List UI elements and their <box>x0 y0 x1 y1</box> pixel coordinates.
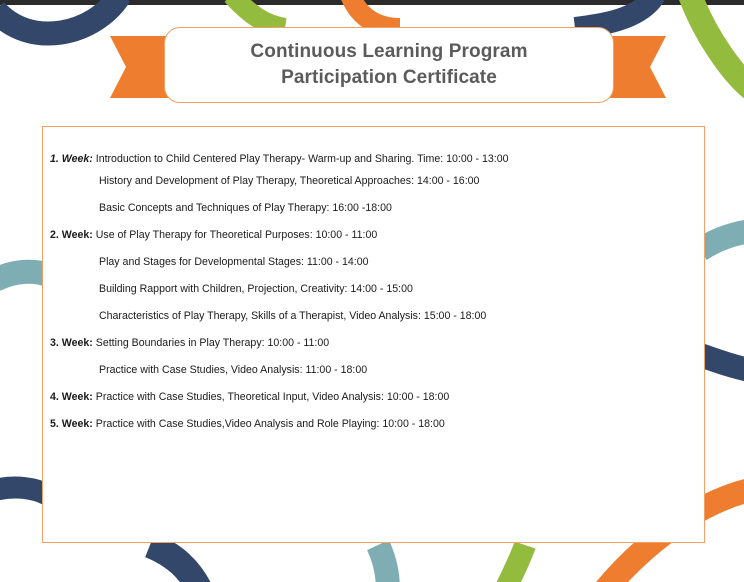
certificate-title-line2: Participation Certificate <box>281 67 497 88</box>
session-text: Practice with Case Studies, Theoretical Input, Video Analysis: 10:00 - 18:00 <box>95 391 450 403</box>
certificate-title-line1: Continuous Learning Program <box>250 41 528 62</box>
schedule-row-sub <box>99 364 367 377</box>
week-label: 5. Week: <box>50 418 93 430</box>
schedule-row-sub <box>99 283 413 296</box>
teal-swoosh-bottom-center <box>378 545 388 582</box>
session-text: Practice with Case Studies,Video Analysis and Role Playing: 10:00 - 18:00 <box>95 418 445 430</box>
week-label: 1. Week: <box>50 153 93 165</box>
schedule-row-week4 <box>50 391 449 404</box>
green-swoosh-bottom <box>505 545 525 582</box>
navy-swoosh-top-left <box>0 0 120 34</box>
ribbon-left <box>110 36 170 98</box>
schedule-row-sub <box>99 175 479 188</box>
green-swoosh-top-center <box>232 0 285 28</box>
session-text: History and Development of Play Therapy, Theoretical Approaches: 14:00 - 16:00 <box>99 175 480 187</box>
session-text: Characteristics of Play Therapy, Skills of a Therapist, Video Analysis: 15:00 - 18:00 <box>99 310 487 322</box>
session-text: Setting Boundaries in Play Therapy: 10:00 - 11:00 <box>95 337 330 349</box>
teal-swoosh-right <box>700 230 744 250</box>
green-swoosh-right <box>690 0 744 95</box>
schedule-row-week5 <box>50 418 445 431</box>
navy-swoosh-right <box>700 355 744 372</box>
schedule-row-sub <box>99 202 392 215</box>
schedule-row-sub <box>99 256 369 269</box>
orange-swoosh-top-center <box>350 0 400 28</box>
schedule-row-week2 <box>50 229 377 242</box>
session-text: Play and Stages for Developmental Stages: 11:00 - 14:00 <box>99 256 369 268</box>
session-text: Use of Play Therapy for Theoretical Purposes: 10:00 - 11:00 <box>95 229 378 241</box>
schedule-row-week3 <box>50 337 329 350</box>
schedule-row-week1 <box>50 153 509 166</box>
title-banner <box>164 27 614 103</box>
teal-swoosh-left <box>0 272 48 280</box>
week-label: 4. Week: <box>50 391 93 403</box>
session-text: Introduction to Child Centered Play Therapy- Warm-up and Sharing. Time: 10:00 - 13:00 <box>95 153 509 165</box>
session-text: Basic Concepts and Techniques of Play Therapy: 16:00 -18:00 <box>99 202 392 214</box>
navy-swoosh-bottom-left <box>0 488 48 495</box>
week-label: 3. Week: <box>50 337 93 349</box>
navy-swoosh-bottom-center <box>150 545 200 582</box>
schedule-row-sub <box>99 310 486 323</box>
week-label: 2. Week: <box>50 229 93 241</box>
navy-swoosh-top-right <box>575 0 655 28</box>
session-text: Building Rapport with Children, Projection, Creativity: 14:00 - 15:00 <box>99 283 413 295</box>
schedule-box <box>42 126 705 543</box>
session-text: Practice with Case Studies, Video Analysis: 11:00 - 18:00 <box>99 364 368 376</box>
